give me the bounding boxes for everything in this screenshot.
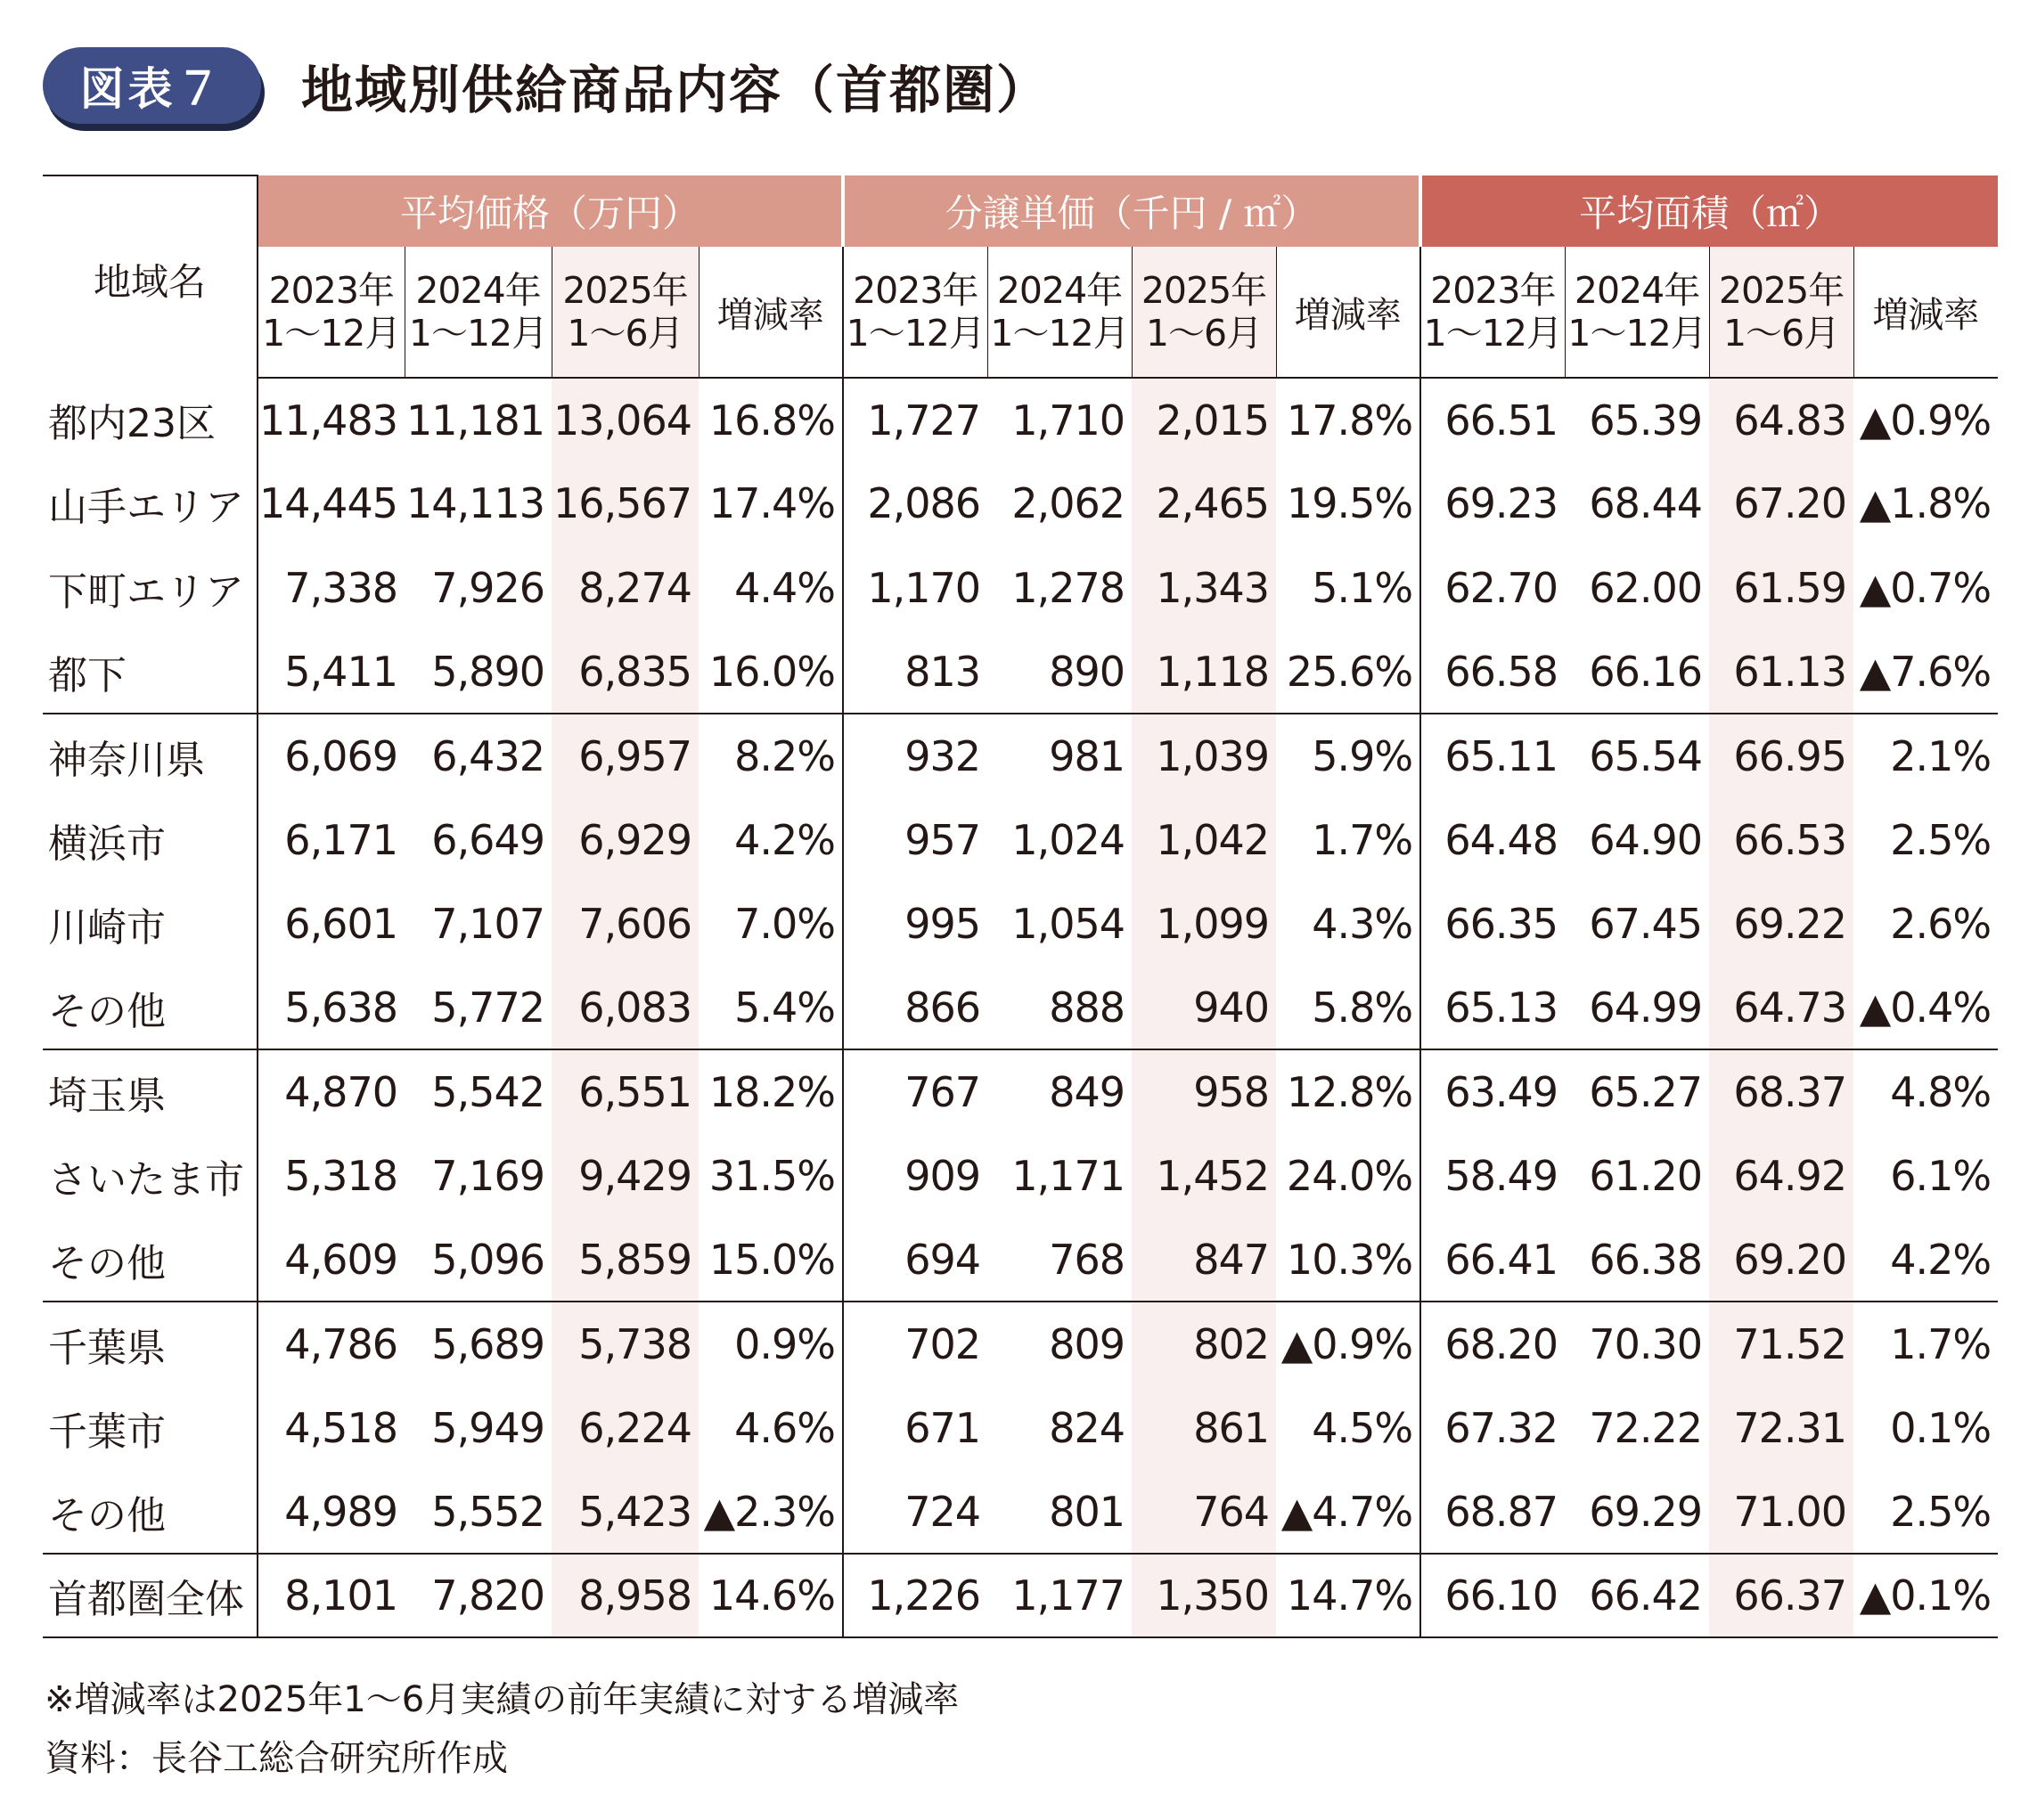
subheader-area-2023: 2023年 1～12月	[1420, 247, 1565, 378]
cell-region: 神奈川県	[48, 737, 205, 783]
cell-unit-2025: 1,099	[1132, 882, 1276, 966]
cell-unit-2024: 890	[987, 630, 1132, 714]
cell-region: 川崎市	[48, 904, 166, 951]
footnote-source: 資料：長谷工総合研究所作成	[45, 1738, 508, 1779]
cell-price-2024: 5,542	[431, 1068, 544, 1117]
table-row	[43, 546, 1998, 630]
cell-unit-change: ▲4.7%	[1276, 1470, 1420, 1554]
cell-unit-2023: 2,086	[843, 461, 987, 545]
cell-price-2023: 6,069	[258, 714, 405, 797]
cell-price-2023: 4,609	[258, 1218, 405, 1302]
cell-area-2023: 65.13	[1420, 966, 1565, 1049]
cell-unit-2023: 671	[843, 1386, 987, 1470]
cell-area-change: 0.1%	[1890, 1403, 1992, 1452]
figure-title: 地域別供給商品内容（首都圏）	[301, 60, 1051, 120]
cell-area-change: 1.7%	[1890, 1319, 1992, 1368]
cell-price-2025: 5,423	[552, 1470, 699, 1554]
cell-price-2023: 5,411	[258, 630, 405, 714]
cell-area-2025: 71.52	[1709, 1302, 1853, 1385]
cell-area-2025: 64.73	[1709, 966, 1853, 1049]
cell-area-2024: 62.00	[1589, 563, 1703, 612]
cell-price-2025: 5,859	[552, 1218, 699, 1302]
table-row	[43, 882, 1998, 966]
cell-area-2025: 61.13	[1709, 630, 1853, 714]
cell-price-2024: 5,949	[431, 1403, 544, 1452]
cell-area-2025: 67.20	[1709, 461, 1853, 545]
cell-area-change: ▲7.6%	[1853, 630, 1998, 714]
cell-price-2025: 13,064	[552, 378, 699, 461]
cell-area-2023: 69.23	[1420, 461, 1565, 545]
subheader-area-2025: 2025年 1～6月	[1709, 247, 1853, 378]
subheader-unit-2023: 2023年 1～12月	[843, 247, 987, 378]
cell-area-2023: 63.49	[1420, 1049, 1565, 1133]
cell-price-2025: 6,835	[552, 630, 699, 714]
cell-region: 都内23区	[48, 401, 216, 447]
cell-price-change: 5.4%	[699, 966, 843, 1049]
cell-price-change: 16.8%	[708, 396, 836, 445]
cell-price-change: 7.0%	[734, 899, 836, 948]
cell-area-2025: 71.00	[1709, 1470, 1853, 1554]
footnote-change-rate: ※増減率は2025年1～6月実績の前年実績に対する増減率	[45, 1679, 960, 1720]
cell-unit-2025: 2,465	[1132, 461, 1276, 545]
cell-unit-2024: 824	[1049, 1403, 1125, 1452]
subheader-unit-change: 増減率	[1276, 247, 1420, 378]
cell-area-change: 4.8%	[1890, 1068, 1992, 1117]
cell-region: さいたま市	[48, 1156, 244, 1203]
cell-area-2023: 66.58	[1420, 630, 1565, 714]
table-row	[43, 1302, 1998, 1385]
cell-unit-2024: 1,710	[1011, 396, 1125, 445]
cell-unit-2023: 866	[843, 966, 987, 1049]
cell-price-2023: 6,171	[258, 797, 405, 881]
cell-price-2023: 7,338	[258, 546, 405, 630]
group-header-avg-price: 平均価格（万円）	[258, 175, 843, 247]
cell-area-change: 4.2%	[1853, 1218, 1998, 1302]
cell-area-2024: 67.45	[1589, 899, 1703, 948]
cell-area-2023: 62.70	[1420, 546, 1565, 630]
cell-area-2023: 68.20	[1420, 1302, 1565, 1385]
cell-price-2025: 6,083	[552, 966, 699, 1049]
cell-area-change: ▲0.4%	[1853, 966, 1998, 1049]
cell-price-2023: 11,483	[258, 378, 405, 461]
cell-area-change: ▲0.1%	[1853, 1554, 1998, 1637]
cell-area-change: ▲0.9%	[1859, 396, 1992, 445]
supply-table	[43, 175, 1998, 1638]
footnotes	[45, 1670, 959, 1788]
subheader-unit-2024: 2024年 1～12月	[987, 247, 1132, 378]
cell-price-2023: 14,445	[258, 461, 405, 545]
cell-price-2024: 6,432	[431, 731, 544, 780]
cell-unit-change: 10.3%	[1276, 1218, 1420, 1302]
cell-unit-2025: 2,015	[1132, 378, 1276, 461]
cell-area-2025: 66.95	[1709, 714, 1853, 797]
cell-area-change: 2.6%	[1890, 899, 1992, 948]
cell-unit-2023: 1,170	[843, 546, 987, 630]
cell-unit-2023: 1,226	[843, 1554, 987, 1637]
cell-unit-2025: 1,343	[1132, 546, 1276, 630]
cell-unit-change: 14.7%	[1276, 1554, 1420, 1637]
cell-unit-2024: 2,062	[1011, 479, 1125, 528]
table-row	[43, 630, 1998, 714]
cell-unit-2024: 981	[1049, 731, 1125, 780]
cell-unit-2025: 847	[1132, 1218, 1276, 1302]
cell-unit-2025: 1,350	[1132, 1554, 1276, 1637]
cell-unit-2025: 1,042	[1132, 797, 1276, 881]
cell-unit-2025: 861	[1132, 1386, 1276, 1470]
cell-area-2024: 66.38	[1565, 1218, 1709, 1302]
subheader-price-2024: 2024年 1～12月	[405, 247, 552, 378]
cell-price-change: 18.2%	[708, 1068, 836, 1117]
cell-price-2024: 7,926	[431, 563, 544, 612]
cell-price-2025: 16,567	[552, 461, 699, 545]
table-row	[43, 378, 1998, 461]
cell-price-2025: 6,551	[552, 1049, 699, 1133]
cell-unit-2023: 995	[843, 882, 987, 966]
cell-area-change: ▲0.7%	[1859, 563, 1992, 612]
cell-area-2024: 72.22	[1589, 1403, 1703, 1452]
cell-price-2023: 8,101	[258, 1554, 405, 1637]
cell-price-change: 15.0%	[699, 1218, 843, 1302]
cell-unit-2024: 801	[987, 1470, 1132, 1554]
cell-unit-2024: 768	[987, 1218, 1132, 1302]
cell-price-2023: 6,601	[258, 882, 405, 966]
cell-unit-2023: 1,727	[843, 378, 987, 461]
subheader-area-change: 増減率	[1853, 247, 1998, 378]
cell-region: 下町エリア	[48, 568, 244, 615]
cell-unit-2024: 1,024	[1011, 815, 1125, 864]
cell-price-2025: 6,957	[552, 714, 699, 797]
cell-unit-change: 24.0%	[1286, 1151, 1413, 1200]
cell-unit-2023: 932	[843, 714, 987, 797]
cell-unit-2024: 1,177	[987, 1554, 1132, 1637]
cell-price-2024: 5,096	[405, 1218, 552, 1302]
cell-unit-change: 19.5%	[1286, 479, 1413, 528]
region-name-header: 地域名	[43, 175, 258, 378]
cell-unit-2025: 764	[1132, 1470, 1276, 1554]
cell-area-2024: 65.27	[1589, 1068, 1703, 1117]
cell-price-2025: 5,738	[552, 1302, 699, 1385]
cell-area-2023: 65.11	[1420, 714, 1565, 797]
cell-unit-change: ▲0.9%	[1280, 1319, 1413, 1368]
cell-price-2024: 5,689	[431, 1319, 544, 1368]
cell-price-2024: 7,107	[431, 899, 544, 948]
cell-unit-2023: 767	[843, 1049, 987, 1133]
table-row	[43, 714, 1998, 797]
cell-price-2025: 9,429	[552, 1134, 699, 1218]
cell-unit-2025: 1,452	[1132, 1134, 1276, 1218]
cell-price-2025: 6,929	[552, 797, 699, 881]
cell-price-2025: 6,224	[552, 1386, 699, 1470]
cell-price-2025: 7,606	[552, 882, 699, 966]
cell-area-change: 2.5%	[1890, 815, 1992, 864]
cell-area-2025: 61.59	[1709, 546, 1853, 630]
cell-unit-2025: 1,118	[1132, 630, 1276, 714]
cell-area-change: 6.1%	[1890, 1151, 1992, 1200]
cell-region: その他	[43, 1470, 258, 1554]
cell-price-2024: 7,820	[405, 1554, 552, 1637]
cell-area-2024: 69.29	[1565, 1470, 1709, 1554]
table-row	[43, 1218, 1998, 1302]
table-row	[43, 1470, 1998, 1554]
figure-header	[43, 43, 1050, 128]
cell-unit-change: 5.8%	[1276, 966, 1420, 1049]
cell-price-2024: 11,181	[406, 396, 544, 445]
cell-price-2023: 5,318	[258, 1134, 405, 1218]
cell-region: 千葉市	[48, 1408, 166, 1455]
cell-area-2025: 66.53	[1709, 797, 1853, 881]
cell-area-2023: 66.10	[1420, 1554, 1565, 1637]
cell-price-2023: 4,870	[258, 1049, 405, 1133]
subheader-unit-2025: 2025年 1～6月	[1132, 247, 1276, 378]
cell-unit-2023: 724	[843, 1470, 987, 1554]
table-body	[43, 378, 1998, 1637]
cell-region: 山手エリア	[48, 485, 244, 531]
figure-badge: 図表７	[43, 47, 261, 124]
table-row	[43, 461, 1998, 545]
cell-price-2024: 7,169	[431, 1151, 544, 1200]
cell-unit-2024: 849	[1049, 1068, 1125, 1117]
cell-region: 埼玉県	[48, 1073, 166, 1120]
cell-price-2024: 5,552	[405, 1470, 552, 1554]
group-header-unit-price: 分譲単価（千円 / ㎡）	[843, 175, 1420, 247]
cell-unit-2024: 1,054	[1011, 899, 1125, 948]
cell-unit-2023: 702	[843, 1302, 987, 1385]
cell-unit-change: 17.8%	[1286, 396, 1413, 445]
cell-price-change: 0.9%	[734, 1319, 836, 1368]
cell-price-2023: 4,518	[258, 1386, 405, 1470]
cell-area-2023: 67.32	[1420, 1386, 1565, 1470]
cell-price-2024: 14,113	[406, 479, 544, 528]
cell-area-2023: 66.35	[1420, 882, 1565, 966]
cell-price-change: 8.2%	[734, 731, 836, 780]
cell-area-2024: 66.42	[1565, 1554, 1709, 1637]
cell-price-change: ▲2.3%	[699, 1470, 843, 1554]
cell-unit-2023: 694	[843, 1218, 987, 1302]
cell-unit-2024: 809	[1049, 1319, 1125, 1368]
cell-area-2024: 66.16	[1565, 630, 1709, 714]
cell-area-2024: 64.90	[1589, 815, 1703, 864]
cell-region: その他	[43, 1218, 258, 1302]
cell-region: 横浜市	[48, 820, 166, 867]
cell-region: 都下	[43, 630, 258, 714]
cell-area-2025: 69.22	[1709, 882, 1853, 966]
cell-area-2025: 64.83	[1709, 378, 1853, 461]
cell-area-2025: 69.20	[1709, 1218, 1853, 1302]
cell-unit-2025: 958	[1132, 1049, 1276, 1133]
cell-price-change: 14.6%	[699, 1554, 843, 1637]
cell-area-change: ▲1.8%	[1859, 479, 1992, 528]
cell-area-2024: 64.99	[1565, 966, 1709, 1049]
cell-area-2025: 68.37	[1709, 1049, 1853, 1133]
cell-price-change: 31.5%	[708, 1151, 836, 1200]
cell-area-2023: 66.41	[1420, 1218, 1565, 1302]
cell-price-2025: 8,958	[552, 1554, 699, 1637]
cell-area-2023: 66.51	[1420, 378, 1565, 461]
cell-unit-change: 4.5%	[1312, 1403, 1413, 1452]
cell-area-2025: 64.92	[1709, 1134, 1853, 1218]
cell-area-change: 2.5%	[1853, 1470, 1998, 1554]
cell-unit-2024: 1,171	[1011, 1151, 1125, 1200]
cell-unit-change: 4.3%	[1312, 899, 1413, 948]
cell-unit-2025: 940	[1132, 966, 1276, 1049]
cell-price-2025: 8,274	[552, 546, 699, 630]
cell-price-2024: 5,772	[405, 966, 552, 1049]
cell-unit-2025: 802	[1132, 1302, 1276, 1385]
table-row	[43, 1049, 1998, 1133]
cell-area-2023: 58.49	[1420, 1134, 1565, 1218]
group-header-avg-area: 平均面積（㎡）	[1420, 175, 1998, 247]
table-row	[43, 797, 1998, 881]
cell-unit-2024: 888	[987, 966, 1132, 1049]
cell-unit-2024: 1,278	[1011, 563, 1125, 612]
cell-unit-change: 5.1%	[1312, 563, 1413, 612]
cell-price-2023: 4,786	[258, 1302, 405, 1385]
cell-price-2023: 5,638	[258, 966, 405, 1049]
cell-area-2024: 65.39	[1589, 396, 1703, 445]
table-row	[43, 1386, 1998, 1470]
cell-unit-change: 12.8%	[1286, 1068, 1413, 1117]
table-row	[43, 966, 1998, 1049]
cell-price-change: 4.2%	[734, 815, 836, 864]
cell-price-2024: 6,649	[431, 815, 544, 864]
cell-unit-2023: 813	[843, 630, 987, 714]
cell-unit-2023: 909	[843, 1134, 987, 1218]
cell-area-2024: 68.44	[1589, 479, 1703, 528]
cell-price-change: 4.4%	[734, 563, 836, 612]
table-row	[43, 1134, 1998, 1218]
table-row	[43, 1554, 1998, 1637]
subheader-price-change: 増減率	[699, 247, 843, 378]
cell-area-2025: 66.37	[1709, 1554, 1853, 1637]
cell-area-2024: 61.20	[1589, 1151, 1703, 1200]
subheader-price-2023: 2023年 1～12月	[258, 247, 405, 378]
cell-region: 千葉県	[48, 1325, 166, 1371]
cell-price-change: 4.6%	[734, 1403, 836, 1452]
cell-unit-2023: 957	[843, 797, 987, 881]
cell-area-2024: 65.54	[1589, 731, 1703, 780]
cell-area-2023: 68.87	[1420, 1470, 1565, 1554]
cell-price-2024: 5,890	[405, 630, 552, 714]
cell-unit-change: 5.9%	[1312, 731, 1413, 780]
cell-price-2023: 4,989	[258, 1470, 405, 1554]
subheader-price-2025: 2025年 1～6月	[552, 247, 699, 378]
cell-area-2024: 70.30	[1589, 1319, 1703, 1368]
cell-area-2025: 72.31	[1709, 1386, 1853, 1470]
cell-area-2023: 64.48	[1420, 797, 1565, 881]
cell-region: 首都圏全体	[43, 1554, 258, 1637]
subheader-area-2024: 2024年 1～12月	[1565, 247, 1709, 378]
cell-unit-2025: 1,039	[1132, 714, 1276, 797]
cell-region: その他	[43, 966, 258, 1049]
cell-price-change: 17.4%	[708, 479, 836, 528]
cell-area-change: 2.1%	[1890, 731, 1992, 780]
cell-unit-change: 1.7%	[1312, 815, 1413, 864]
cell-unit-change: 25.6%	[1276, 630, 1420, 714]
cell-price-change: 16.0%	[699, 630, 843, 714]
